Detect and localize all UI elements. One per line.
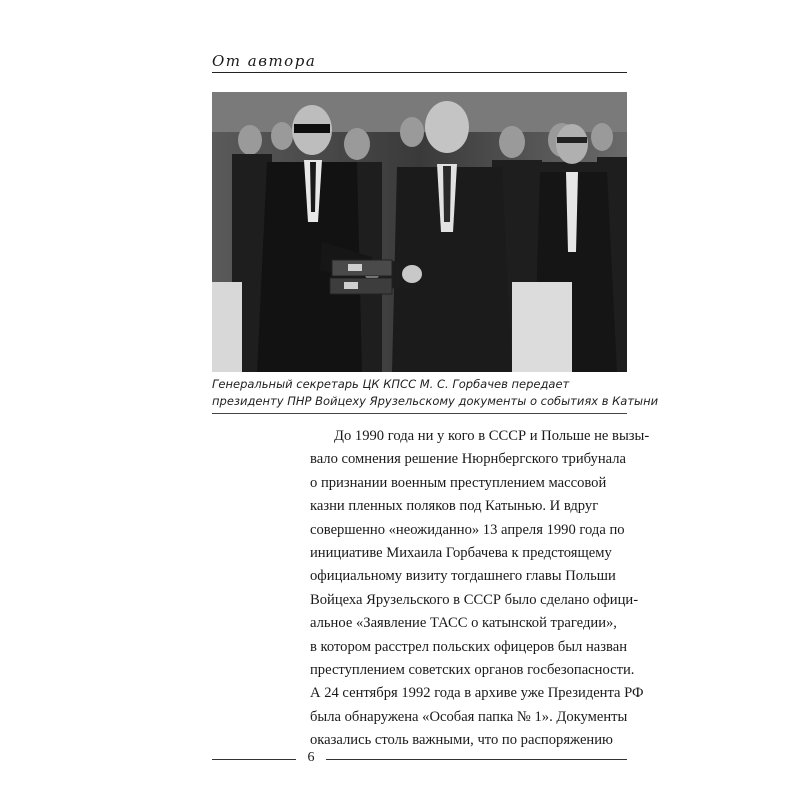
paragraph-line: инициативе Михаила Горбачева к предстоящему: [310, 545, 612, 562]
caption-line: президенту ПНР Войцеху Ярузельскому документы о событиях в Катыни: [212, 394, 659, 408]
paragraph-line: была обнаружена «Особая папка № 1». Документы: [310, 708, 628, 725]
paragraph-line: преступлением советских органов госбезопасности.: [310, 662, 635, 679]
paragraph-line: альное «Заявление ТАСС о катынской трагедии»,: [310, 615, 617, 632]
paragraph-line: о признании военным преступлением массовой: [310, 474, 607, 491]
paragraph-line: оказались столь важными, что по распоряжению: [310, 732, 613, 749]
photo-illustration: [212, 92, 627, 372]
header-divider: [212, 72, 627, 73]
page-number: 6: [307, 750, 315, 765]
footer-divider-left: [212, 759, 296, 760]
paragraph-line: официальному визиту тогдашнего главы Польши: [310, 568, 616, 585]
paragraph-line: вало сомнения решение Нюрнбергского трибунала: [310, 451, 627, 468]
body-paragraph: [310, 425, 650, 753]
paragraph-line: совершенно «неожиданно» 13 апреля 1990 года по: [310, 521, 625, 538]
footer-divider-right: [326, 759, 627, 760]
paragraph-line: До 1990 года ни у кого в СССР и Польше не вызы-: [334, 428, 650, 444]
paragraph-line: казни пленных поляков под Катынью. И вдруг: [310, 498, 599, 515]
caption-divider: [212, 413, 627, 414]
photo-caption: [212, 376, 659, 410]
paragraph-line: в котором расстрел польских офицеров был назван: [310, 638, 628, 655]
photo: [212, 92, 627, 372]
paragraph-line: А 24 сентября 1992 года в архиве уже Президента РФ: [310, 685, 644, 702]
caption-line: Генеральный секретарь ЦК КПСС М. С. Горбачев передает: [212, 377, 570, 391]
paragraph-line: Войцеха Ярузельского в СССР было сделано офици-: [310, 591, 639, 608]
running-header: От автора: [212, 52, 317, 70]
